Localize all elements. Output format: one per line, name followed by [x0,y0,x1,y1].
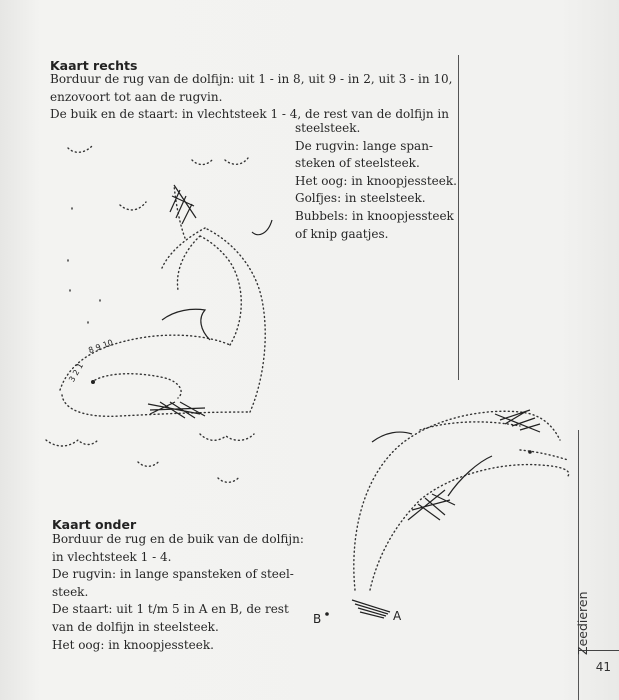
text-line: De buik en de staart: in vlechtsteek 1 - 4, de rest van de dolfijn in [50,107,449,122]
text-line: Het oog: in knoopjessteek. [295,173,457,188]
page-number: 41 [595,660,611,674]
text-line: Borduur de rug van de dolfijn: uit 1 - in 8, uit 9 - in 2, uit 3 - in 10, [50,72,453,86]
label-a: A [393,609,402,623]
wave [218,476,240,482]
wave [46,440,98,446]
text-line: De staart: uit 1 t/m 5 in A en B, de rest [52,602,289,617]
stitch-numbers-head: 8 9 10 [87,337,115,356]
dolphin-bottom-tail [352,600,390,618]
text-line: of knip gaatjes. [295,226,389,241]
wave [200,434,254,440]
text-line: steek. [52,584,89,599]
dolphin-bottom-back [354,411,560,590]
wave [225,158,248,164]
text-line: van de dolfijn in steelsteek. [52,619,219,634]
dolphin-bottom-inner [420,422,520,430]
dolphin-top-eye [91,380,95,384]
dolphin-bottom-belly [370,465,569,590]
label-b: B [313,612,322,626]
text-line: steken of steelsteek. [295,156,420,171]
chapter-label: Zeedieren [575,591,590,655]
wave [192,160,212,165]
text-line: Borduur de rug en de buik van de dolfijn: [52,532,304,546]
text-line: De rugvin: in lange spansteken of steel- [52,567,294,582]
wave-solid [252,220,272,235]
stitch-numbers-nose: 3 2 1 [67,361,86,384]
text-line: Bubbels: in knoopjessteek [295,208,454,223]
bubbles [68,208,100,324]
crosshatch-tail [170,185,196,224]
text-line: Golfjes: in steelsteek. [295,191,426,206]
dolphin-top-back [60,335,230,390]
dolphin-top-body [205,228,265,412]
dolphin-top-body-inner [200,236,241,345]
wave [120,202,146,210]
wave [68,146,92,152]
text-line: De rugvin: lange span- [295,138,433,153]
dolphin-bottom-snout [520,450,568,460]
dolphin-bottom-fin-2 [448,456,492,496]
wave [138,460,160,466]
dolphin-bottom-eye [528,450,532,454]
text-line: Het oog: in knoopjessteek. [52,637,214,652]
crosshatch-belly [148,402,205,418]
text-line: enzovoort tot aan de rugvin. [50,89,223,104]
text-line: in vlechtsteek 1 - 4. [52,549,172,564]
heading-kaart-onder: Kaart onder [52,517,137,532]
point-b-dot [325,612,329,616]
dolphin-top-head [95,374,181,398]
heading-kaart-rechts: Kaart rechts [50,58,138,73]
text-line: steelsteek. [295,121,361,135]
crosshatch-back [495,410,540,432]
